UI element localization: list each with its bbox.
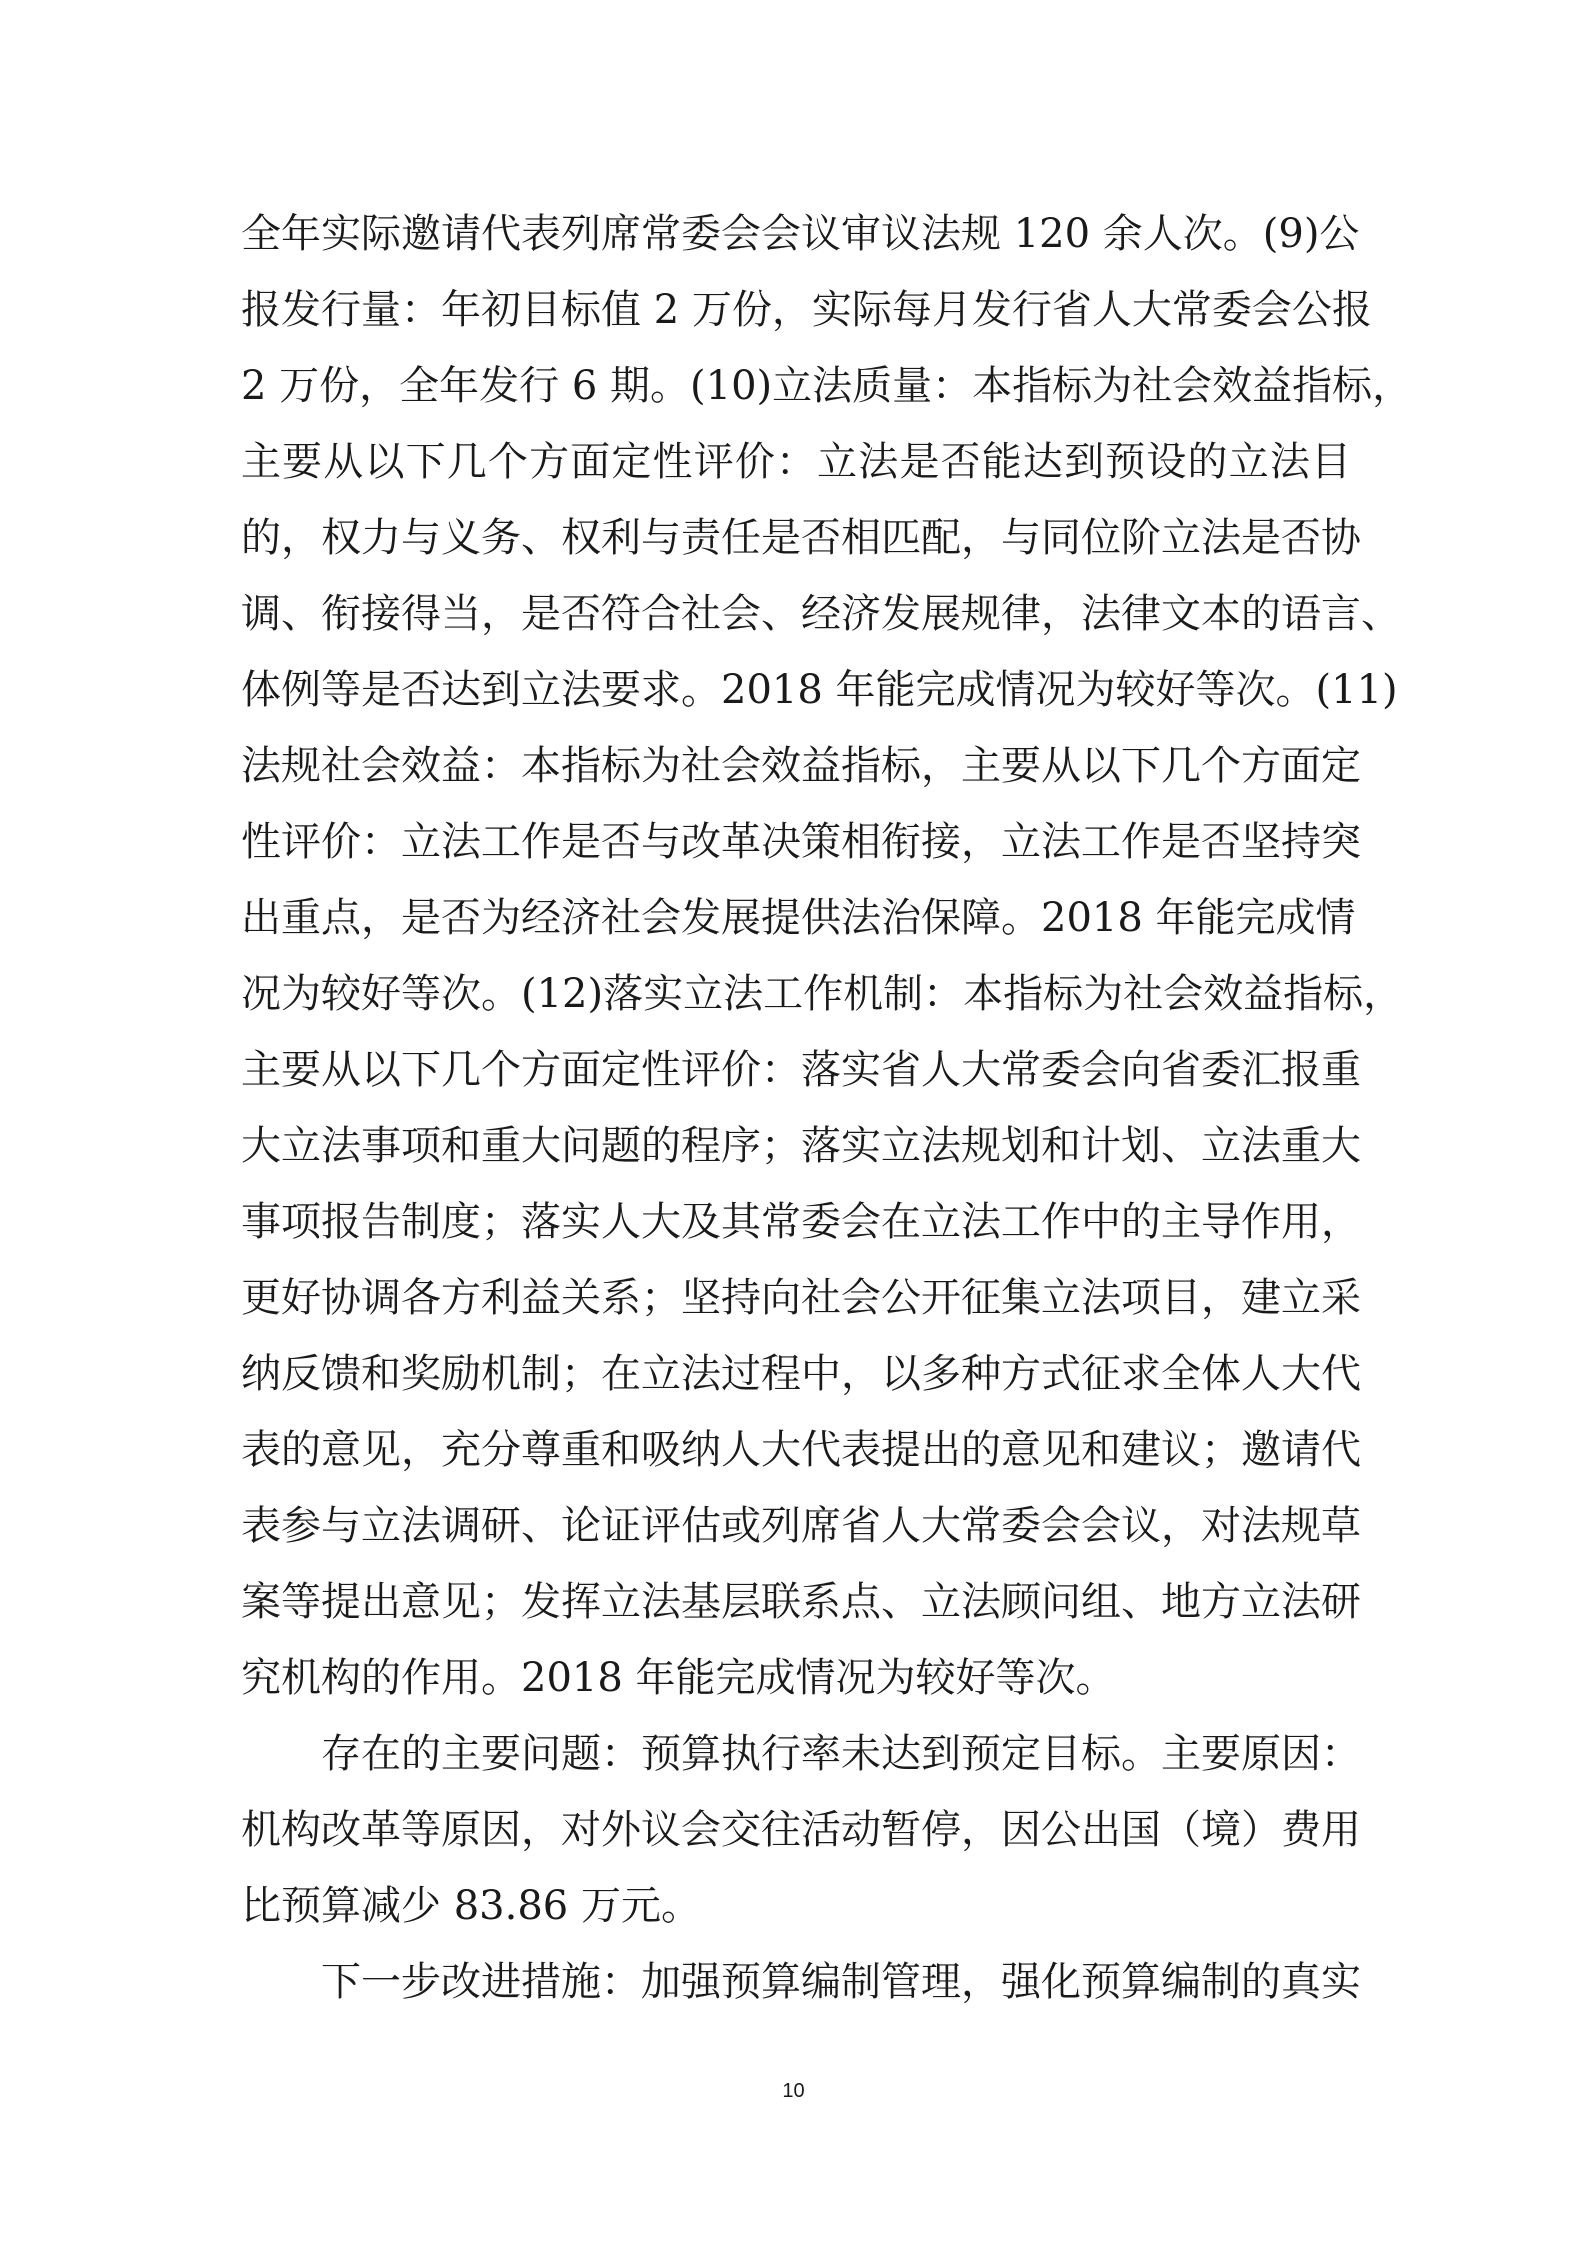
text-line: 性评价：立法工作是否与改革决策相衔接，立法工作是否坚持突 xyxy=(241,819,1361,865)
text-line: 案等提出意见；发挥立法基层联系点、立法顾问组、地方立法研 xyxy=(241,1579,1361,1625)
paragraph-first-line: 存在的主要问题：预算执行率未达到预定目标。主要原因： xyxy=(321,1731,1361,1777)
text-line: 机构改革等原因，对外议会交往活动暂停，因公出国（境）费用 xyxy=(241,1807,1361,1853)
text-line: 况为较好等次。(12)落实立法工作机制：本指标为社会效益指标， xyxy=(241,971,1404,1017)
text-line: 纳反馈和奖励机制；在立法过程中，以多种方式征求全体人大代 xyxy=(241,1351,1361,1397)
text-line: 体例等是否达到立法要求。2018 年能完成情况为较好等次。(11) xyxy=(241,667,1398,713)
text-line: 表的意见，充分尊重和吸纳人大代表提出的意见和建议；邀请代 xyxy=(241,1427,1361,1473)
text-line: 法规社会效益：本指标为社会效益指标，主要从以下几个方面定 xyxy=(241,743,1361,789)
page-number: 10 xyxy=(782,2080,805,2102)
text-line: 大立法事项和重大问题的程序；落实立法规划和计划、立法重大 xyxy=(241,1123,1361,1169)
text-line: 表参与立法调研、论证评估或列席省人大常委会会议，对法规草 xyxy=(241,1503,1361,1549)
text-line: 调、衔接得当，是否符合社会、经济发展规律，法律文本的语言、 xyxy=(241,591,1401,637)
text-line: 究机构的作用。2018 年能完成情况为较好等次。 xyxy=(241,1655,1116,1701)
text-line: 出重点，是否为经济社会发展提供法治保障。2018 年能完成情 xyxy=(241,895,1356,941)
text-line: 比预算减少 83.86 万元。 xyxy=(241,1883,701,1929)
text-line: 更好协调各方利益关系；坚持向社会公开征集立法项目，建立采 xyxy=(241,1275,1361,1321)
text-line: 的，权力与义务、权利与责任是否相匹配，与同位阶立法是否协 xyxy=(241,515,1361,561)
text-line: 事项报告制度；落实人大及其常委会在立法工作中的主导作用， xyxy=(241,1199,1361,1245)
text-line: 报发行量：年初目标值 2 万份，实际每月发行省人大常委会公报 xyxy=(241,287,1372,333)
text-line: 2 万份，全年发行 6 期。(10)立法质量：本指标为社会效益指标， xyxy=(241,363,1413,409)
paragraph-first-line: 下一步改进措施：加强预算编制管理，强化预算编制的真实 xyxy=(321,1959,1361,2005)
text-line: 主要从以下几个方面定性评价：立法是否能达到预设的立法目 xyxy=(241,439,1351,485)
body-text xyxy=(241,196,1413,2020)
text-line: 主要从以下几个方面定性评价：落实省人大常委会向省委汇报重 xyxy=(241,1047,1361,1093)
text-line: 全年实际邀请代表列席常委会会议审议法规 120 余人次。(9)公 xyxy=(241,211,1360,257)
